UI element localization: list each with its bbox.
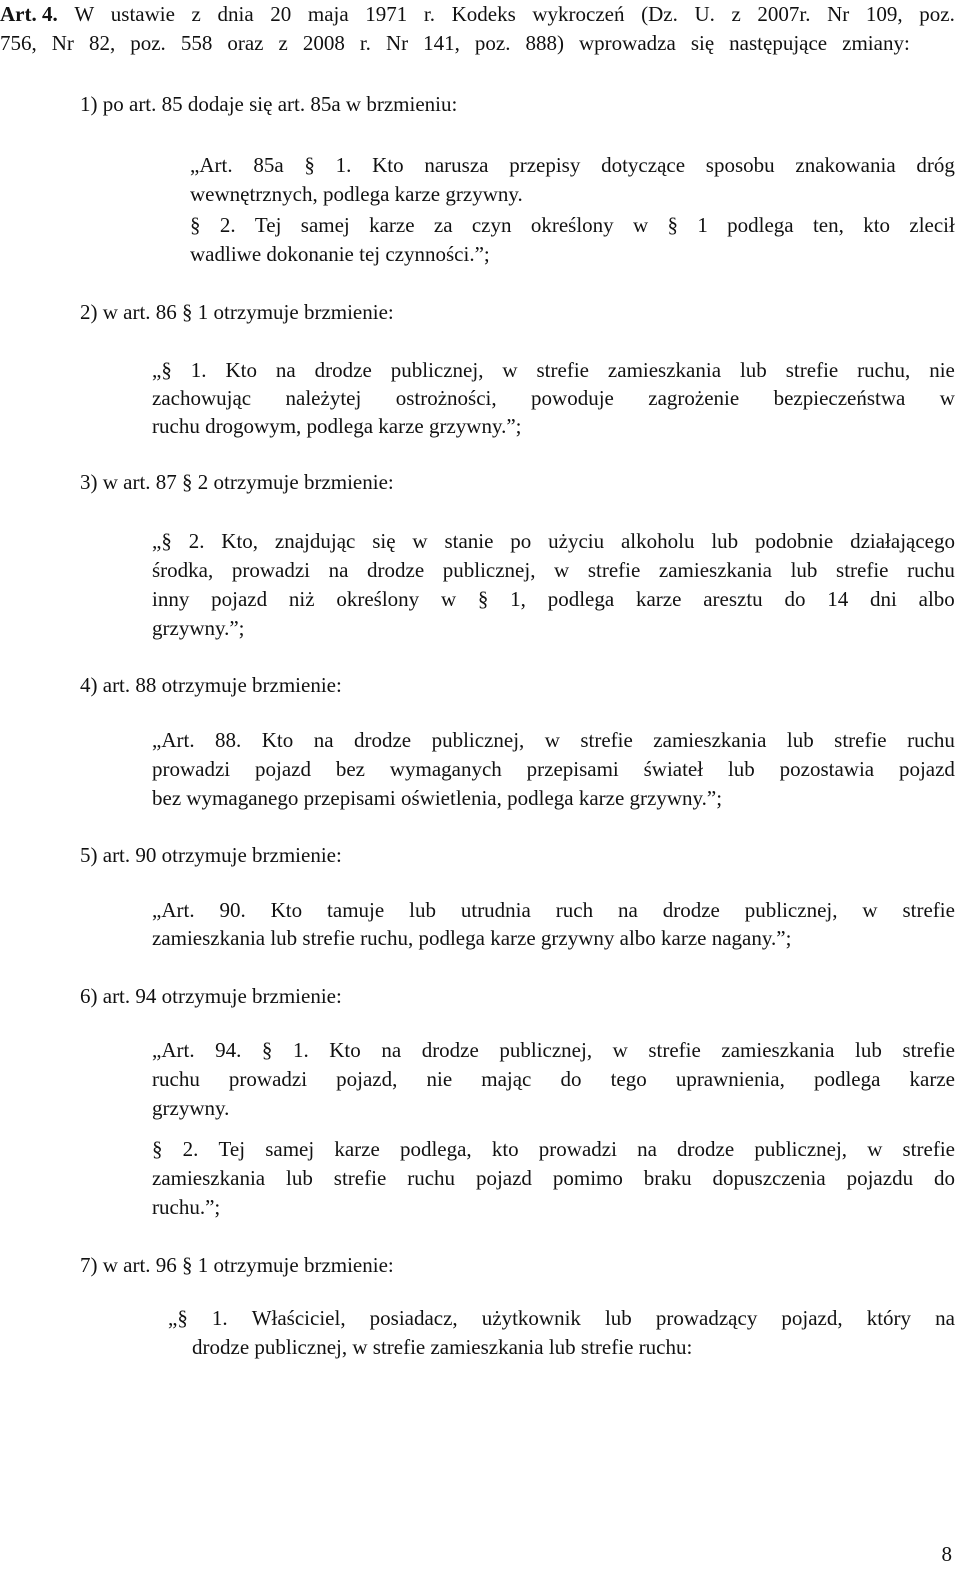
item-4-line-2: prowadzi pojazd bez wymaganych przepisami świateł lub pozostawia pojazd (152, 757, 955, 781)
item-4-line-1: „Art. 88. Kto na drodze publicznej, w strefie zamieszkania lub strefie ruchu (152, 728, 955, 752)
item-2-line-3: ruchu drogowym, podlega karze grzywny.”; (152, 414, 522, 438)
item-3-heading: 3) w art. 87 § 2 otrzymuje brzmienie: (80, 470, 394, 494)
item-6-line-3: grzywny. (152, 1096, 230, 1120)
item-3-line-1: „§ 2. Kto, znajdując się w stanie po użyciu alkoholu lub podobnie działającego (152, 529, 955, 553)
item-5-heading: 5) art. 90 otrzymuje brzmienie: (80, 843, 342, 867)
item-5-line-1: „Art. 90. Kto tamuje lub utrudnia ruch na drodze publicznej, w strefie (152, 898, 955, 922)
item-7-heading: 7) w art. 96 § 1 otrzymuje brzmienie: (80, 1253, 394, 1277)
intro-line-1: Art. 4. W ustawie z dnia 20 maja 1971 r. Kodeks wykroczeń (Dz. U. z 2007r. Nr 109, poz. (0, 2, 955, 26)
item-1-line-3: § 2. Tej samej karze za czyn określony w § 1 podlega ten, kto zlecił (190, 213, 955, 237)
item-4-line-3: bez wymaganego przepisami oświetlenia, podlega karze grzywny.”; (152, 786, 723, 810)
intro-line-2: 756, Nr 82, poz. 558 oraz z 2008 r. Nr 141, poz. 888) wprowadza się następujące zmiany: (0, 31, 910, 55)
item-6-line-1: „Art. 94. § 1. Kto na drodze publicznej, w strefie zamieszkania lub strefie (152, 1038, 955, 1062)
item-2-heading: 2) w art. 86 § 1 otrzymuje brzmienie: (80, 300, 394, 324)
item-4-heading: 4) art. 88 otrzymuje brzmienie: (80, 673, 342, 697)
item-7-line-2: drodze publicznej, w strefie zamieszkania lub strefie ruchu: (192, 1335, 693, 1359)
item-7-line-1: „§ 1. Właściciel, posiadacz, użytkownik lub prowadzący pojazd, który na (168, 1306, 955, 1330)
item-1-line-4: wadliwe dokonanie tej czynności.”; (190, 242, 490, 266)
article-label: Art. 4. (0, 2, 58, 26)
item-6-heading: 6) art. 94 otrzymuje brzmienie: (80, 984, 342, 1008)
item-5-line-2: zamieszkania lub strefie ruchu, podlega karze grzywny albo karze nagany.”; (152, 926, 792, 950)
item-1-line-1: „Art. 85a § 1. Kto narusza przepisy dotyczące sposobu znakowania dróg (190, 153, 955, 177)
item-1-heading: 1) po art. 85 dodaje się art. 85a w brzmieniu: (80, 92, 458, 116)
item-6-line-4: § 2. Tej samej karze podlega, kto prowadzi na drodze publicznej, w strefie (152, 1137, 955, 1161)
page-number: 8 (941, 1542, 952, 1566)
item-3-line-2: środka, prowadzi na drodze publicznej, w strefie zamieszkania lub strefie ruchu (152, 558, 955, 582)
item-2-line-2: zachowując należytej ostrożności, powoduje zagrożenie bezpieczeństwa w (152, 386, 955, 410)
item-6-line-2: ruchu prowadzi pojazd, nie mając do tego uprawnienia, podlega karze (152, 1067, 955, 1091)
item-2-line-1: „§ 1. Kto na drodze publicznej, w strefie zamieszkania lub strefie ruchu, nie (152, 358, 955, 382)
item-3-line-4: grzywny.”; (152, 616, 245, 640)
item-6-line-6: ruchu.”; (152, 1195, 221, 1219)
item-1-line-2: wewnętrznych, podlega karze grzywny. (190, 182, 523, 206)
item-3-line-3: inny pojazd niż określony w § 1, podlega karze aresztu do 14 dni albo (152, 587, 955, 611)
item-6-line-5: zamieszkania lub strefie ruchu pojazd pomimo braku dopuszczenia pojazdu do (152, 1166, 955, 1190)
